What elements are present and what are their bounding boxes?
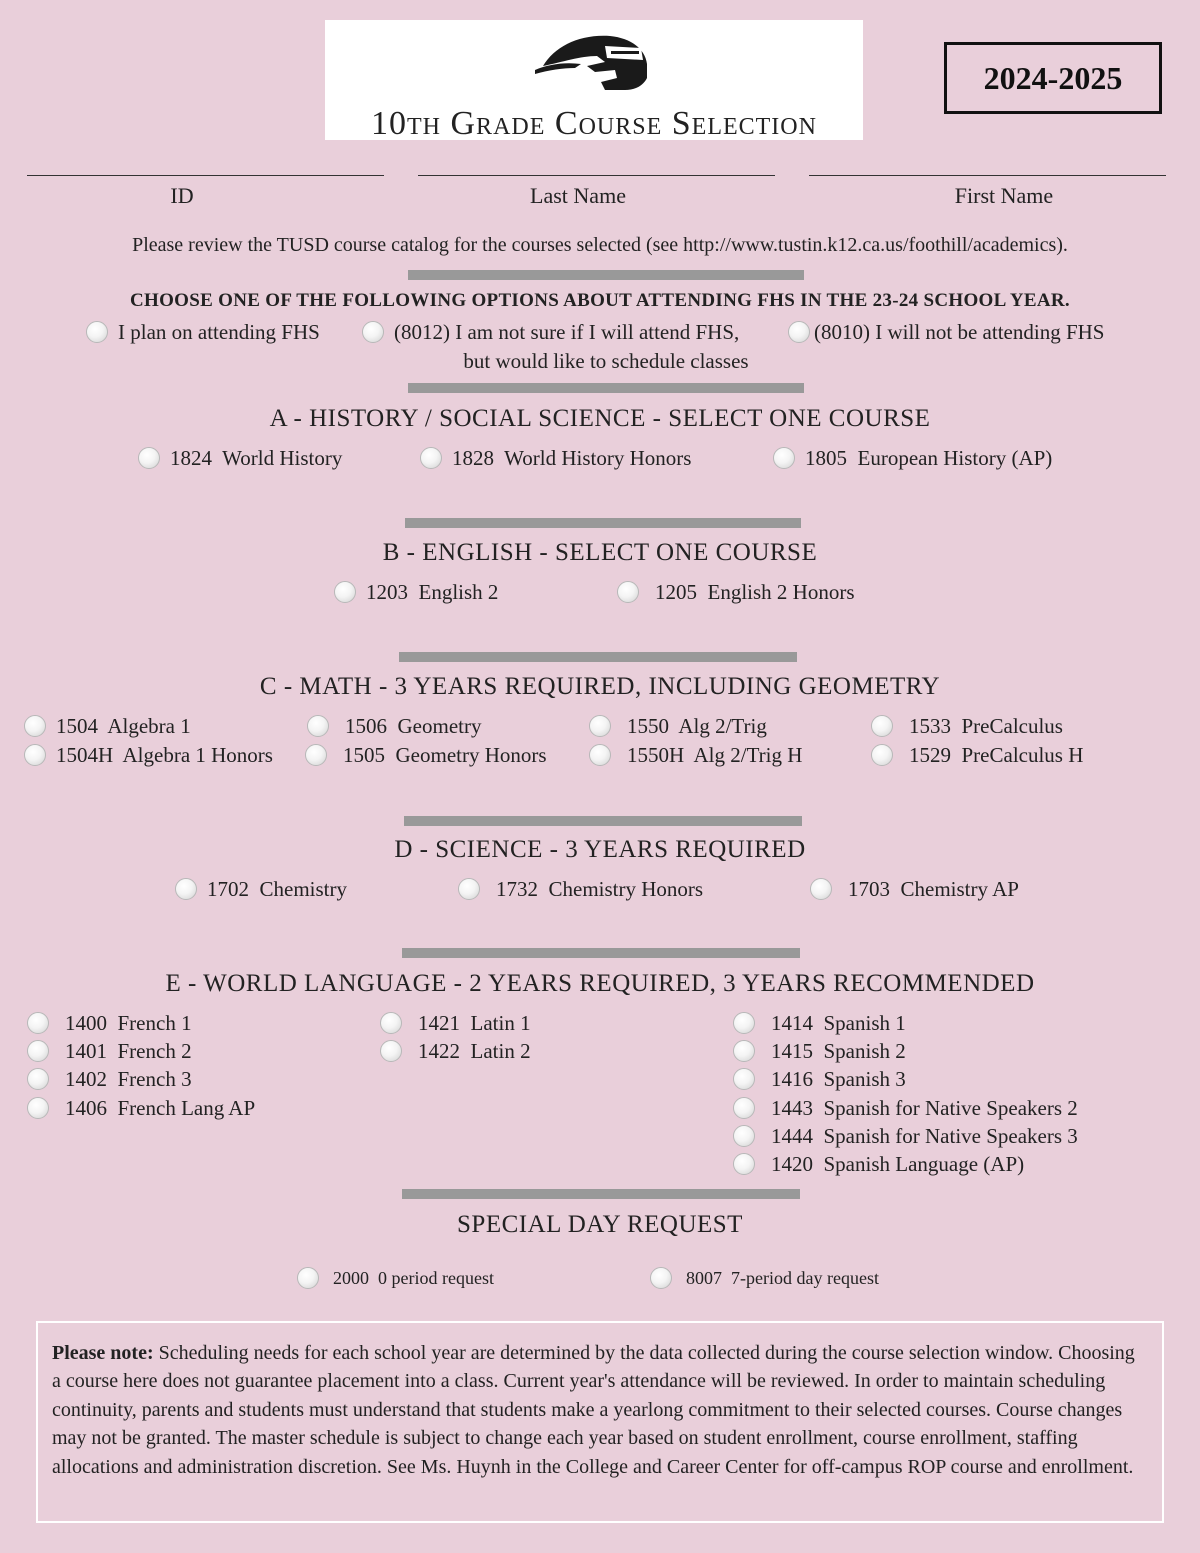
english-option-1203[interactable]: 1203 English 2 — [334, 579, 498, 605]
history-heading: A - HISTORY / SOCIAL SCIENCE - SELECT ONE COURSE — [269, 405, 931, 432]
school-year-box: 2024-2025 — [944, 42, 1162, 114]
section-divider — [399, 652, 797, 662]
history-option-1805[interactable]: 1805 European History (AP) — [773, 445, 1052, 471]
english-heading: B - ENGLISH - SELECT ONE COURSE — [382, 539, 818, 566]
science-option-1702[interactable]: 1702 Chemistry — [175, 876, 347, 902]
section-divider — [404, 816, 802, 826]
attendance-option-not-attending[interactable]: (8010) I will not be attending FHS — [788, 319, 1104, 345]
science-heading: D - SCIENCE - 3 YEARS REQUIRED — [394, 836, 806, 863]
section-divider — [402, 948, 800, 958]
math-option-1506[interactable]: 1506 Geometry — [307, 713, 481, 739]
note-label: Please note: — [52, 1342, 154, 1364]
math-option-1550[interactable]: 1550 Alg 2/Trig — [589, 713, 767, 739]
radio-button[interactable] — [733, 1068, 755, 1090]
language-option-1420[interactable]: 1420 Spanish Language (AP) — [733, 1151, 1024, 1177]
math-option-1504h[interactable]: 1504H Algebra 1 Honors — [24, 742, 273, 768]
language-option-1414[interactable]: 1414 Spanish 1 — [733, 1010, 906, 1036]
radio-button[interactable] — [27, 1040, 49, 1062]
radio-button[interactable] — [380, 1040, 402, 1062]
special-option-8007[interactable]: 8007 7-period day request — [650, 1265, 879, 1291]
radio-button[interactable] — [307, 715, 329, 737]
attendance-option-not-sure[interactable]: (8012) I am not sure if I will attend FHS, — [362, 319, 739, 345]
language-option-1421[interactable]: 1421 Latin 1 — [380, 1010, 531, 1036]
radio-button[interactable] — [773, 447, 795, 469]
special-heading: SPECIAL DAY REQUEST — [457, 1211, 743, 1238]
logo-title: 10th Grade Course Selection — [371, 105, 817, 142]
radio-button[interactable] — [871, 744, 893, 766]
history-option-1824[interactable]: 1824 World History — [138, 445, 342, 471]
special-option-2000[interactable]: 2000 0 period request — [297, 1265, 494, 1291]
radio-button[interactable] — [362, 321, 384, 343]
math-option-1505[interactable]: 1505 Geometry Honors — [305, 742, 547, 768]
radio-button[interactable] — [24, 744, 46, 766]
language-heading: E - WORLD LANGUAGE - 2 YEARS REQUIRED, 3 YEARS RECOMMENDED — [165, 970, 1035, 997]
radio-button[interactable] — [297, 1267, 319, 1289]
logo-banner — [325, 20, 863, 140]
first-name-label: First Name — [954, 183, 1054, 208]
radio-button[interactable] — [650, 1267, 672, 1289]
radio-button[interactable] — [810, 878, 832, 900]
section-divider — [408, 270, 804, 280]
radio-button[interactable] — [589, 744, 611, 766]
radio-button[interactable] — [334, 581, 356, 603]
radio-button[interactable] — [27, 1068, 49, 1090]
first-name-line[interactable] — [809, 175, 1166, 176]
radio-button[interactable] — [420, 447, 442, 469]
language-option-1416[interactable]: 1416 Spanish 3 — [733, 1066, 906, 1092]
radio-button[interactable] — [871, 715, 893, 737]
science-option-1703[interactable]: 1703 Chemistry AP — [810, 876, 1019, 902]
radio-button[interactable] — [305, 744, 327, 766]
radio-button[interactable] — [27, 1097, 49, 1119]
section-divider — [402, 1189, 800, 1199]
language-option-1444[interactable]: 1444 Spanish for Native Speakers 3 — [733, 1123, 1078, 1149]
id-line[interactable] — [27, 175, 384, 176]
attendance-option-not-sure-line2: but would like to schedule classes — [463, 349, 749, 373]
math-heading: C - MATH - 3 YEARS REQUIRED, INCLUDING GEOMETRY — [259, 673, 941, 700]
language-option-1400[interactable]: 1400 French 1 — [27, 1010, 192, 1036]
section-divider — [408, 383, 804, 393]
radio-button[interactable] — [733, 1153, 755, 1175]
last-name-label: Last Name — [530, 183, 626, 208]
radio-button[interactable] — [733, 1040, 755, 1062]
radio-button[interactable] — [458, 878, 480, 900]
radio-button[interactable] — [175, 878, 197, 900]
radio-button[interactable] — [733, 1012, 755, 1034]
history-option-1828[interactable]: 1828 World History Honors — [420, 445, 691, 471]
language-option-1401[interactable]: 1401 French 2 — [27, 1038, 192, 1064]
radio-button[interactable] — [27, 1012, 49, 1034]
knight-helmet-icon — [535, 26, 655, 96]
radio-button[interactable] — [589, 715, 611, 737]
radio-button[interactable] — [733, 1125, 755, 1147]
last-name-line[interactable] — [418, 175, 775, 176]
note-text: Scheduling needs for each school year are determined by the data collected during the course selection window. Choosing a course here does not guarantee placement into a class. Current year's attendance will be reviewed. In order to maintain scheduling continuity, parents and students must understand that students make a yearlong commitment to their selected courses. Course changes may not be granted. The master schedule is subject to change each year based on student enrollment, course enrollment, staffing allocations and administration discretion. See Ms. Huynh in the College and Career Center for off-campus ROP course and enrollment. — [52, 1342, 1135, 1478]
math-option-1550h[interactable]: 1550H Alg 2/Trig H — [589, 742, 802, 768]
language-option-1406[interactable]: 1406 French Lang AP — [27, 1095, 255, 1121]
attendance-heading: CHOOSE ONE OF THE FOLLOWING OPTIONS ABOUT ATTENDING FHS IN THE 23-24 SCHOOL YEAR. — [129, 290, 1070, 311]
radio-button[interactable] — [617, 581, 639, 603]
section-divider — [405, 518, 801, 528]
id-label: ID — [170, 183, 194, 208]
math-option-1504[interactable]: 1504 Algebra 1 — [24, 713, 191, 739]
language-option-1415[interactable]: 1415 Spanish 2 — [733, 1038, 906, 1064]
review-instruction: Please review the TUSD course catalog for the courses selected (see http://www.tustin.k12.ca.us/foothill/academics). — [132, 234, 1068, 256]
english-option-1205[interactable]: 1205 English 2 Honors — [617, 579, 855, 605]
language-option-1422[interactable]: 1422 Latin 2 — [380, 1038, 531, 1064]
attendance-option-attending[interactable]: I plan on attending FHS — [86, 319, 320, 345]
radio-button[interactable] — [24, 715, 46, 737]
language-option-1443[interactable]: 1443 Spanish for Native Speakers 2 — [733, 1095, 1078, 1121]
science-option-1732[interactable]: 1732 Chemistry Honors — [458, 876, 703, 902]
radio-button[interactable] — [86, 321, 108, 343]
radio-button[interactable] — [380, 1012, 402, 1034]
math-option-1533[interactable]: 1533 PreCalculus — [871, 713, 1063, 739]
note-box — [36, 1321, 1164, 1523]
math-option-1529[interactable]: 1529 PreCalculus H — [871, 742, 1083, 768]
radio-button[interactable] — [788, 321, 810, 343]
language-option-1402[interactable]: 1402 French 3 — [27, 1066, 192, 1092]
radio-button[interactable] — [733, 1097, 755, 1119]
radio-button[interactable] — [138, 447, 160, 469]
